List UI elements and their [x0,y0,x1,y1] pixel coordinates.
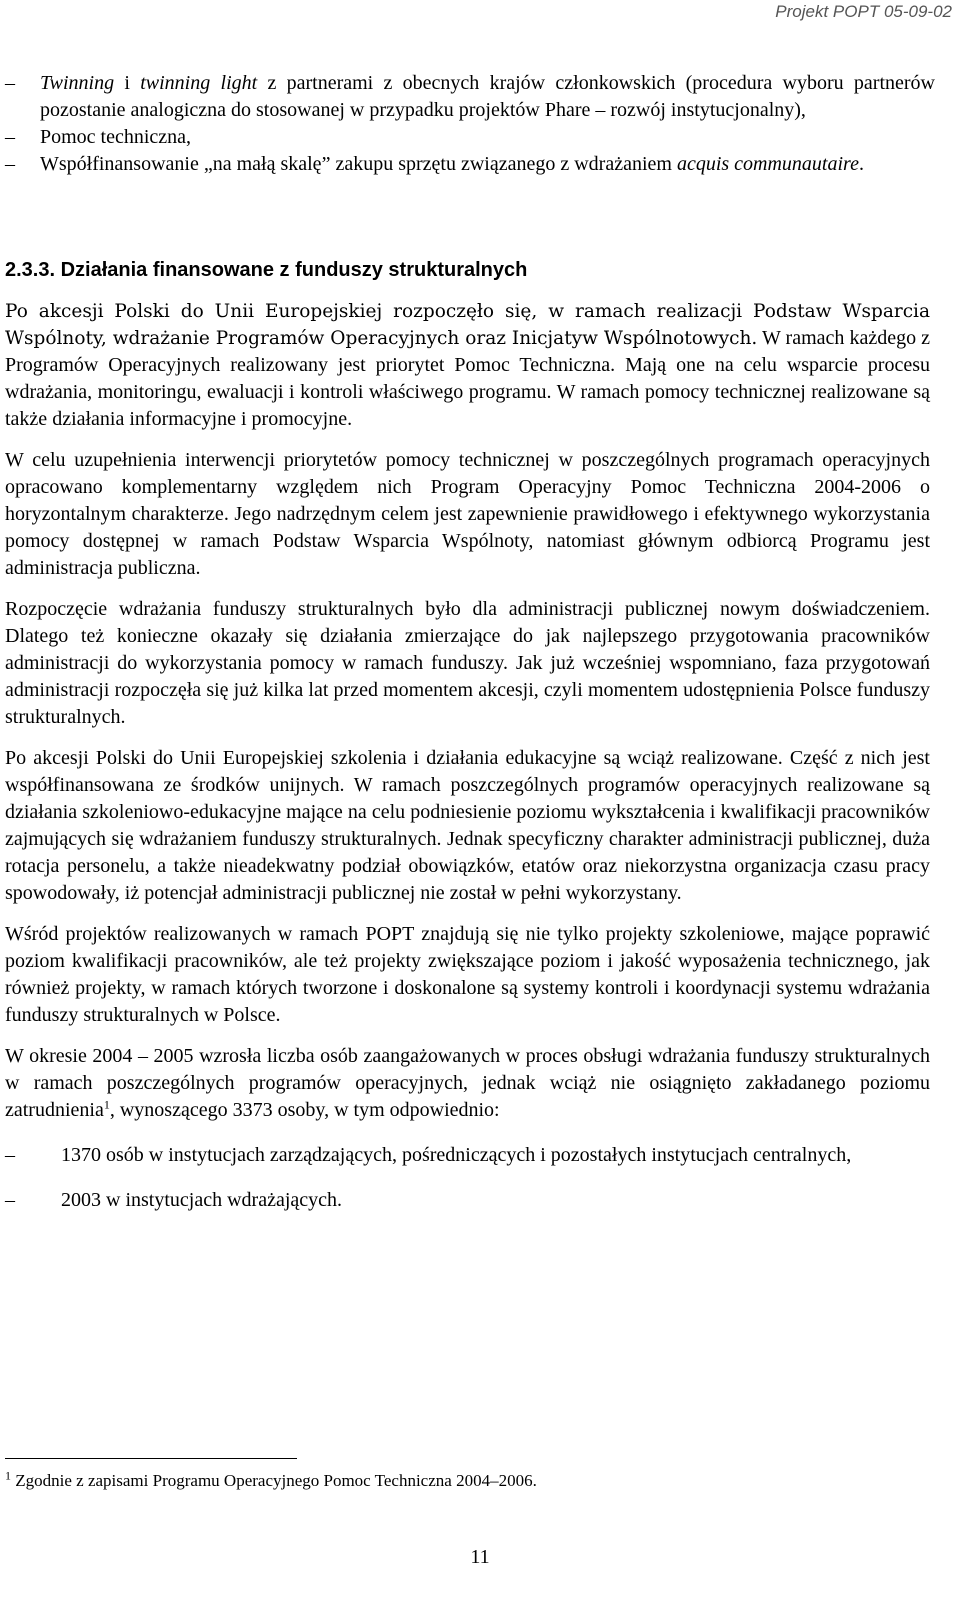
paragraph: Rozpoczęcie wdrażania funduszy strukturalnych było dla administracji publicznej nowym doświadczeniem. Dlatego też konieczne okazały się działania zmierzające do jak najlepszego przygotowania pracowników administracji do wykorzystania pomocy w ramach funduszy. Jak już wcześniej wspomniano, faza przygotowań administracji rozpoczęła się już kilka lat przed momentem akcesji, czyli momentem udostępnienia Polsce funduszy strukturalnych. [5,598,930,728]
paragraph-text: , wynoszącego 3373 osoby, w tym odpowiednio: [109,1099,500,1121]
list-item [5,124,935,151]
dash-bullet: – [5,1144,15,1166]
dash-bullet: – [5,72,15,94]
bottom-bullet-list [5,1142,930,1214]
dash-bullet: – [5,1189,15,1211]
list-item-text: i [114,72,141,94]
footnote-divider [5,1458,297,1459]
body-text [5,298,930,1232]
top-bullet-list [5,70,935,178]
list-item [5,151,935,178]
paragraph-text: Po akcesji Polski do Unii Europejskiej rozpoczęło się, w ramach realizacji Podstaw Wsparcia Wspólnoty, wdrażanie Programów Operacyjnych oraz Inicjatyw Wspólnotowych. [5,301,930,349]
list-item-text: Współfinansowanie „na małą skalę” zakupu sprzętu związanego z wdrażaniem [40,153,677,175]
list-item [5,70,935,124]
list-item-text: . [858,153,864,175]
list-item-text: 2003 w instytucjach wdrażających. [61,1189,343,1211]
footnote [5,1470,537,1492]
paragraph-text: W ramach każdego z Programów Operacyjnych realizowany jest priorytet Pomoc Techniczna. Mają one na celu wsparcie procesu wdrażania, monitoringu, ewaluacji i kontroli właściwego programu. W ramach pomocy technicznej realizowane są także działania informacyjne i promocyjne. [5,327,930,430]
section-heading: 2.3.3. Działania finansowane z funduszy strukturalnych [5,259,528,281]
italic-term: twinning light [140,72,258,94]
italic-term: Twinning [40,72,115,94]
italic-term: acquis communautaire [676,153,859,175]
footnote-text: Zgodnie z zapisami Programu Operacyjnego Pomoc Techniczna 2004–2006. [11,1471,537,1490]
footnote-marker: 1 [5,1468,11,1483]
list-item-text: z partnerami z obecnych krajów członkowskich (procedura wyboru partnerów pozostanie analogiczna do stosowanej w przypadku projektów Phare – rozwój instytucjonalny), [40,72,935,121]
paragraph [5,1043,930,1124]
list-item-text: Pomoc techniczna, [40,126,192,148]
page-number: 11 [470,1546,490,1568]
dash-bullet: – [5,153,15,175]
paragraph-text: W okresie 2004 – 2005 wzrosła liczba osób zaangażowanych w proces obsługi wdrażania funduszy strukturalnych w ramach poszczególnych programów operacyjnych, jednak wciąż nie osiągnięto zakładanego poziomu zatrudnienia [5,1045,930,1121]
page-header-title: Projekt POPT 05-09-02 [775,2,952,21]
list-item [5,1187,930,1214]
paragraph: W celu uzupełnienia interwencji priorytetów pomocy technicznej w poszczególnych programach operacyjnych opracowano komplementarny względem nich Program Operacyjny Pomoc Techniczna 2004-2006 o horyzontalnym charakterze. Jego nadrzędnym celem jest zapewnienie prawidłowego i efektywnego wykorzystania pomocy dostępnej w ramach Podstaw Wsparcia Wspólnoty, natomiast głównym odbiorcą Programu jest administracja publiczna. [5,449,930,579]
dash-bullet: – [5,126,15,148]
list-item-text: 1370 osób w instytucjach zarządzających, pośredniczących i pozostałych instytucjach centralnych, [61,1144,852,1166]
list-item [5,1142,930,1169]
paragraph: Po akcesji Polski do Unii Europejskiej szkolenia i działania edukacyjne są wciąż realizowane. Część z nich jest współfinansowana ze środków unijnych. W ramach poszczególnych programów operacyjnych realizowane są działania szkoleniowo-edukacyjne mające na celu podniesienie poziomu wykształcenia i kwalifikacji pracowników zajmujących się wdrażaniem funduszy strukturalnych. Jednak specyficzny charakter administracji publicznej, duża rotacja personelu, a także nieadekwatny podział obowiązków, etatów oraz niekorzystna organizacja czasu pracy spowodowały, iż potencjał administracji publicznej nie został w pełni wykorzystany. [5,747,930,904]
paragraph: Wśród projektów realizowanych w ramach POPT znajdują się nie tylko projekty szkoleniowe, mające poprawić poziom kwalifikacji pracowników, ale też projekty zwiększające poziom i jakość wyposażenia technicznego, jak również projekty, w ramach których tworzone i doskonalone są systemy kontroli i koordynacji systemu wdrażania funduszy strukturalnych w Polsce. [5,923,930,1026]
paragraph [5,298,930,433]
footnote-reference[interactable]: 1 [103,1097,110,1112]
